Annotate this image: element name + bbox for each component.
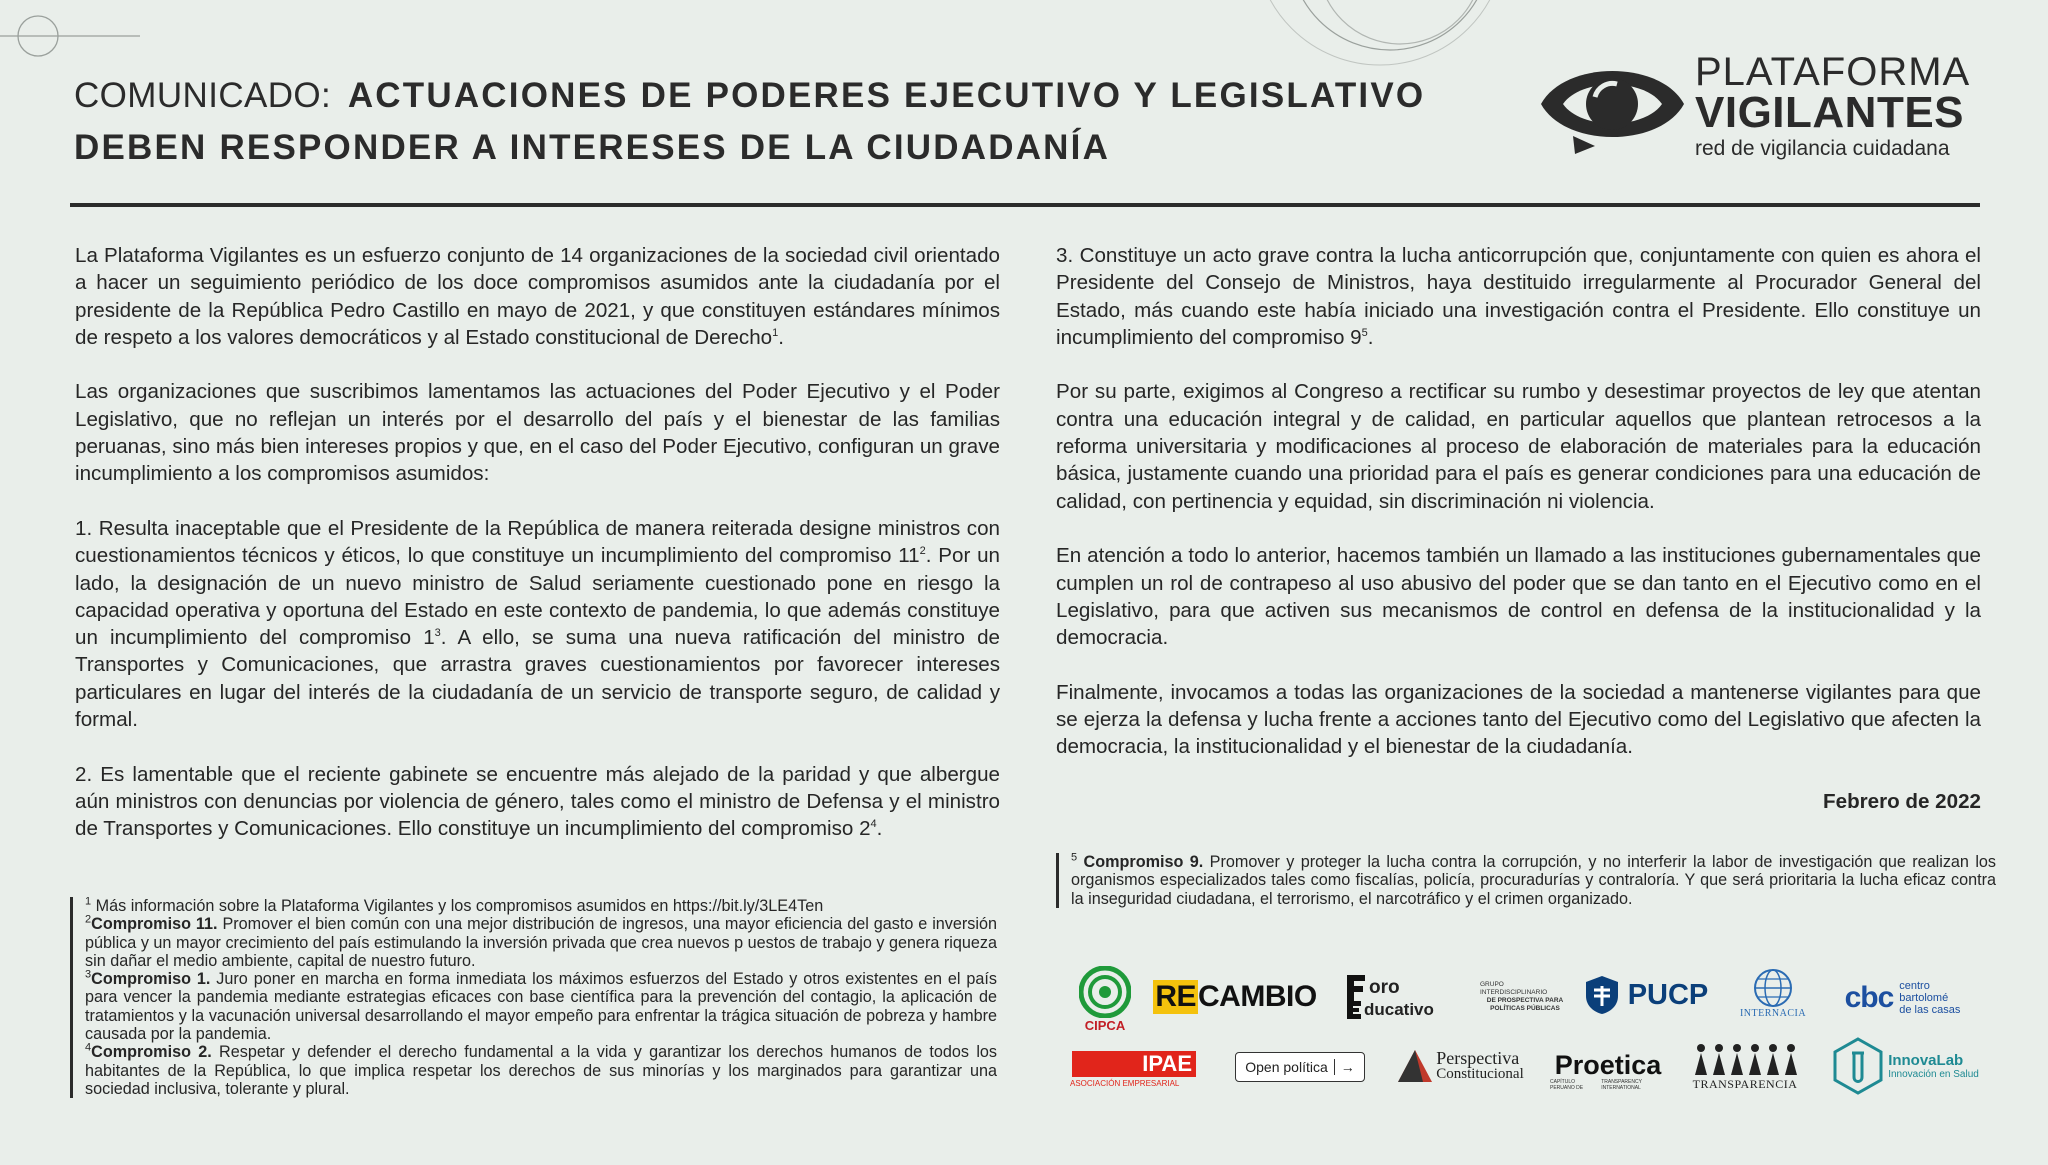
footnote-label: Compromiso 2. xyxy=(91,1043,212,1062)
innovalab-text xyxy=(1888,1052,1979,1080)
brand-line1: PLATAFORMA xyxy=(1695,50,1971,94)
cipca-mark-icon xyxy=(1079,966,1131,1018)
paragraph-point-2 xyxy=(75,761,1000,843)
paragraph-point-1 xyxy=(75,515,1000,733)
footnote-ref-5: 5 xyxy=(1361,327,1368,340)
footnotes-right xyxy=(1056,853,1996,908)
footnote-ref-2: 2 xyxy=(919,545,926,558)
paragraph-point-3 xyxy=(1056,242,1981,351)
footnote-label: Compromiso 11. xyxy=(91,915,218,934)
cbc-mark: cbc xyxy=(1844,981,1894,1014)
eye-icon xyxy=(1535,50,1690,158)
logo-foro-educativo xyxy=(1345,970,1455,1024)
perspectiva-line1: Perspectiva xyxy=(1436,1048,1520,1068)
point2-text: 2. Es lamentable que el reciente gabinete se encuentre más alejado de la paridad y que albergue aún ministros con denuncias por violencia de género, tales como el ministro de Defensa y el ministro de Transportes y Comunicaciones. Ello constituye un incumplimiento del compromiso 2 xyxy=(75,762,1000,841)
footnote-3 xyxy=(85,970,997,1043)
intro-end: . xyxy=(778,325,784,349)
cbc-text xyxy=(1899,980,1960,1016)
footnotes-left xyxy=(70,897,997,1098)
cbc-line3: de las casas xyxy=(1899,1004,1961,1016)
paragraph-call: En atención a todo lo anterior, hacemos también un llamado a las instituciones gubernamentales que cumplen un rol de contrapeso al uso abusivo del poder que se dan tanto en el Ejecutivo como en el Legislativo, para que activen sus mecanismos de control en defensa de la institucionalidad y la democracia. xyxy=(1056,544,1981,650)
innovalab-line2: Innovación en Salud xyxy=(1888,1069,1979,1080)
logo-open-politica xyxy=(1235,1052,1365,1082)
footnote-label: Compromiso 1. xyxy=(91,970,211,989)
footnote-text: Promover el bien común con una mejor distribución de ingresos, una mayor eficiencia del gasto e inversión pública y un mayor crecimiento del país estimulando la inversión privada que crea nuevos p uestos de trabajo y genera riqueza sin dañar el medio ambiente, capital de nuestro futuro. xyxy=(85,915,997,970)
point1-text-c: . A ello, se suma una nueva ratificación del ministro de Transportes y Comunicaciones, que arrastra graves cuestionamientos por favorecer intereses particulares en lugar del interés de la ciudadanía de un servicio de transporte seguro, de calidad y formal. xyxy=(75,626,1000,732)
point2-end: . xyxy=(876,817,883,841)
logo-proetica xyxy=(1550,1048,1666,1094)
logo-internacia xyxy=(1738,963,1808,1023)
logo-recambio xyxy=(1155,977,1315,1017)
grupo-line2: DE PROSPECTIVA PARA xyxy=(1486,997,1564,1004)
transparencia-text: TRANSPARENCIA xyxy=(1692,1076,1798,1091)
cipca-text: CIPCA xyxy=(1084,1017,1126,1033)
logo-cipca xyxy=(1075,963,1135,1035)
pucp-text: PUCP xyxy=(1627,978,1709,1011)
innovalab-hex-icon xyxy=(1832,1037,1884,1095)
perspectiva-line2: Constitucional xyxy=(1436,1066,1524,1082)
proetica-sub1: CAPÍTULO PERUANO DE xyxy=(1550,1079,1584,1091)
footnote-num: 5 xyxy=(1071,851,1078,864)
header-divider xyxy=(70,203,1980,207)
recambio-re: RE xyxy=(1155,980,1197,1013)
proetica-sub xyxy=(1550,1079,1666,1091)
footnote-ref-3: 3 xyxy=(434,627,441,640)
pucp-shield-icon xyxy=(1582,974,1622,1016)
brand-line2: VIGILANTES xyxy=(1695,88,1965,137)
footnote-num: 4 xyxy=(85,1041,92,1054)
brand-tagline: red de vigilancia cuidadana xyxy=(1695,137,1950,160)
footnote-4 xyxy=(85,1043,997,1098)
footnote-2 xyxy=(85,915,997,970)
left-column xyxy=(75,242,1000,870)
brand-logo xyxy=(1535,50,1985,160)
educativo-line xyxy=(1345,999,1434,1021)
open-politica-text: Open política xyxy=(1245,1059,1328,1075)
point1-text-a: 1. Resulta inaceptable que el Presidente de la República de manera reiterada designe ministros con cuestionamientos técnicos y éticos, lo que constituye un incumplimiento del compromiso 11 xyxy=(75,516,1000,568)
arrow-right-icon: → xyxy=(1334,1059,1355,1075)
cbc-line1: centro xyxy=(1899,980,1930,992)
point1-text-b: . Por un lado, la designación de un nuevo ministro de Salud seriamente cuestionado pone en riesgo la capacidad operativa y oportuna del Estado en este contexto de pandemia, lo que además constituye un incumplimiento del compromiso 1 xyxy=(75,544,1000,650)
footnote-text: Promover y proteger la lucha contra la corrupción, y no interferir la labor de investigación que realizan los organismos especializados tales como fiscalías, policía, procuradurías y contraloría. Y que será prioritaria la lucha eficaz contra la inseguridad ciudadana, el terrorismo, el narcotráfico y el crimen organizado. xyxy=(1071,853,1997,908)
internacia-text: INTERNACIA xyxy=(1739,1007,1807,1019)
logo-cbc xyxy=(1835,978,1970,1018)
footnote-ref-1: 1 xyxy=(772,327,779,340)
paragraph-final: Finalmente, invocamos a todas las organizaciones de la sociedad a mantenerse vigilantes para que se ejerza la defensa y lucha frente a acciones tanto del Ejecutivo como del Legislativo que afecten la democracia, la institucionalidad y el bienestar de la ciudadanía. xyxy=(1056,680,1981,759)
point3-text: 3. Constituye un acto grave contra la lucha anticorrupción que, conjuntamente con quien es ahora el Presidente del Consejo de Ministros, haya destituido irregularmente al Procurador General del Estado, más cuando este había iniciado una investigación contra el Presidente. Ello constituye un incumplimiento del compromiso 9 xyxy=(1056,244,1981,349)
footnote-label: Compromiso 9. xyxy=(1083,853,1204,871)
footnote-5 xyxy=(1071,853,1996,908)
recambio-rest: CAMBIO xyxy=(1198,980,1317,1013)
footnote-text: Respetar y defender el derecho fundamental a la vida y garantizar los derechos humanos de todos los habitantes de la República, lo que implica respetar los derechos de sus minorías y los marginados para garantizar una sociedad inclusiva, tolerante y plural. xyxy=(85,1043,998,1098)
page-title xyxy=(74,70,1514,174)
cbc-line2: bartolomé xyxy=(1899,992,1949,1004)
point3-end: . xyxy=(1367,325,1374,349)
ipae-text: IPAE xyxy=(1072,1051,1196,1077)
perspectiva-text xyxy=(1436,1050,1524,1082)
innovalab-line1: InnovaLab xyxy=(1888,1052,1964,1069)
footnote-num: 3 xyxy=(85,968,92,981)
date-signature: Febrero de 2022 xyxy=(1823,789,1981,813)
grupo-line3: POLÍTICAS PÚBLICAS xyxy=(1490,1005,1560,1012)
logo-pucp xyxy=(1575,972,1715,1018)
paragraph-congress: Por su parte, exigimos al Congreso a rectificar su rumbo y desestimar proyectos de ley que atentan contra una educación integral y de calidad, en particular aquellos que plantean retrocesos a la reforma universitaria y modificaciones al proceso de elaboración de materiales para la educación básica, justamente cuando una prioridad para el país es generar condiciones para una educación de calidad, con pertinencia y equidad, sin discriminación ni violencia. xyxy=(1056,380,1981,513)
logo-grupo-prospectiva xyxy=(1480,980,1570,1014)
logo-ipae xyxy=(1070,1048,1198,1090)
globe-icon xyxy=(1753,968,1793,1008)
proetica-text: Proetica xyxy=(1554,1050,1662,1080)
paragraph-lament: Las organizaciones que suscribimos lamentamos las actuaciones del Poder Ejecutivo y el Poder Legislativo, que no reflejan un interés por el desarrollo del país y el bienestar de las familias peruanas, sino más bien intereses propios y que, en el caso del Poder Ejecutivo, configuran un grave incumplimiento a los compromisos asumidos: xyxy=(75,380,1000,486)
ipae-sub: ASOCIACIÓN EMPRESARIAL xyxy=(1070,1078,1180,1088)
paragraph-intro xyxy=(75,242,1000,351)
footnote-num: 1 xyxy=(85,895,92,908)
logo-transparencia xyxy=(1690,1040,1800,1094)
people-icon xyxy=(1693,1043,1797,1077)
proetica-sub2: TRANSPARENCY INTERNATIONAL xyxy=(1601,1079,1642,1091)
footnote-text: Juro poner en marcha en forma inmediata los máximos esfuerzos del Estado y otros existentes en el país para vencer la pandemia mediante estrategias eficaces con base científica para la prevención del contagio, la aplicación de tratamientos y la vacunación universal desarrollando el mayor empeño para enfrentar la trágica situación de pobreza y hambre causada por la pandemia. xyxy=(85,970,998,1044)
footnote-1 xyxy=(85,897,997,915)
title-text: ACTUACIONES DE PODERES EJECUTIVO Y LEGISLATIVO DEBEN RESPONDER A INTERESES DE LA CIUDADANÍA xyxy=(74,76,1426,167)
logo-innovalab xyxy=(1828,1036,1983,1096)
perspectiva-triangle-icon xyxy=(1396,1048,1434,1084)
footnote-text: Más información sobre la Plataforma Vigilantes y los compromisos asumidos en https://bit.ly/3LE4Ten xyxy=(95,897,824,915)
intro-text: La Plataforma Vigilantes es un esfuerzo conjunto de 14 organizaciones de la sociedad civil orientado a hacer un seguimiento periódico de los doce compromisos asumidos ante la ciudadanía por el presidente de la República Pedro Castillo en mayo de 2021, y que constituyen estándares mínimos de respeto a los valores democráticos y al Estado constitucional de Derecho xyxy=(75,244,1000,349)
logo-perspectiva xyxy=(1393,1045,1527,1087)
educativo-text: ducativo xyxy=(1364,1000,1434,1019)
grupo-line1: GRUPO INTERDISCIPLINARIO xyxy=(1480,981,1548,996)
title-kicker: COMUNICADO: xyxy=(74,76,332,115)
footnote-ref-4: 4 xyxy=(870,818,877,831)
right-column xyxy=(1056,242,1981,843)
footnote-num: 2 xyxy=(85,913,92,926)
foro-text: oro xyxy=(1369,977,1400,998)
educativo-e-icon xyxy=(1345,999,1363,1021)
